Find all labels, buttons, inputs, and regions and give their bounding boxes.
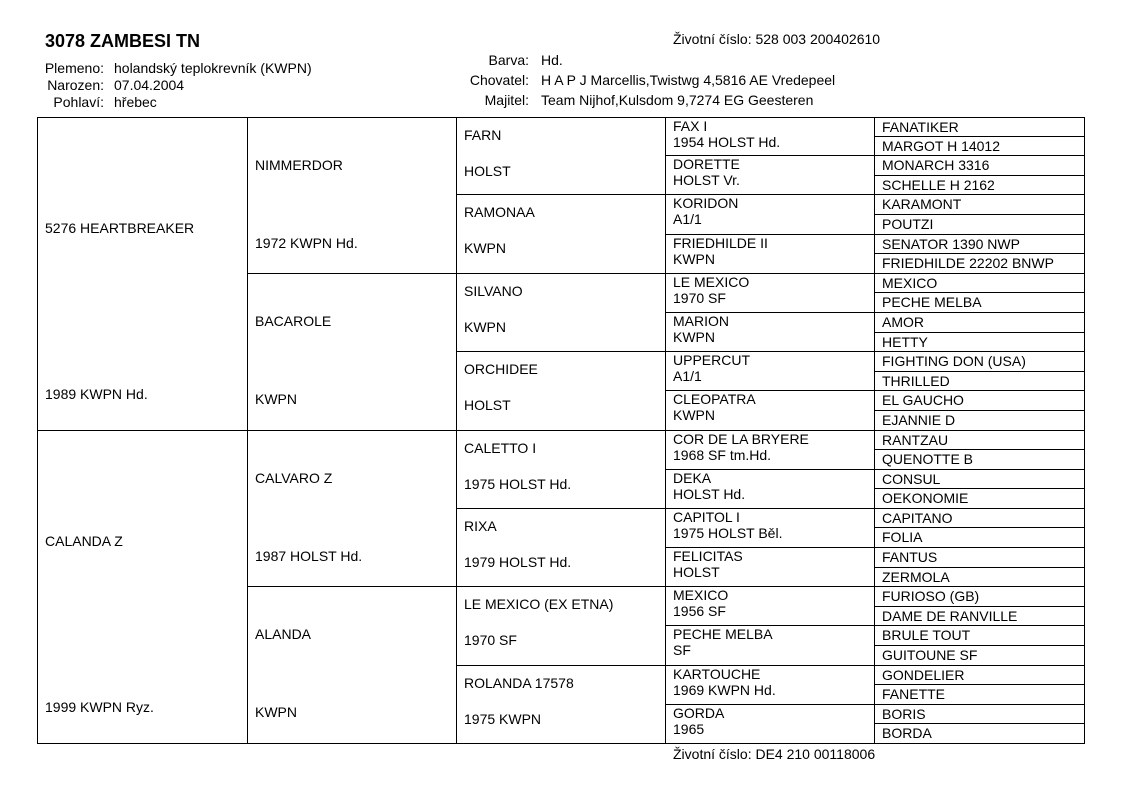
ancestor-detail: HOLST (464, 397, 511, 414)
ancestor-detail: HOLST (673, 564, 720, 581)
ancestor-name: UPPERCUT (673, 352, 751, 369)
ancestor-detail: 1975 HOLST Hd. (464, 475, 572, 492)
owner-label: Majitel: (484, 92, 529, 108)
ancestor-name: CONSUL (882, 470, 941, 487)
ancestor-detail: 1975 KWPN (464, 710, 542, 727)
ancestor-name: BRULE TOUT (882, 627, 971, 644)
ancestor-detail: HOLST (464, 163, 511, 179)
pedigree-cell-gen4 (665, 155, 875, 195)
ancestor-detail: 1972 KWPN Hd. (255, 235, 358, 251)
pedigree-cell-gen5 (874, 508, 1085, 529)
pedigree-cell-gen4 (665, 273, 875, 313)
pedigree-cell-gen5 (874, 175, 1085, 196)
pedigree-cell-gen5 (874, 704, 1085, 725)
ancestor-detail: KWPN (673, 328, 715, 345)
ancestor-detail: 1969 KWPN Hd. (673, 681, 776, 698)
ancestor-detail: 1987 HOLST Hd. (255, 547, 363, 564)
pedigree-cell-gen5 (874, 214, 1085, 235)
pedigree-table (37, 117, 1085, 744)
pedigree-cell-gen5 (874, 547, 1085, 568)
ancestor-name: DAME DE RANVILLE (882, 607, 1018, 624)
pedigree-cell-gen5 (874, 155, 1085, 176)
born-value: 07.04.2004 (114, 77, 185, 93)
ancestor-name: FRIEDHILDE II (673, 234, 768, 251)
pedigree-cell-gen3 (456, 508, 666, 587)
pedigree-cell-gen5 (874, 684, 1085, 705)
ancestor-name: ORCHIDEE (464, 361, 538, 378)
breed-label: Plemeno: (44, 60, 104, 76)
pedigree-cell-gen3 (456, 430, 666, 509)
ancestor-name: CAPITANO (882, 509, 953, 526)
ancestor-name: RAMONAA (464, 204, 535, 221)
pedigree-cell-gen4 (665, 665, 875, 705)
ancestor-name: KORIDON (673, 195, 739, 212)
ancestor-name: PECHE MELBA (673, 626, 773, 643)
ancestor-name: KARAMONT (882, 196, 962, 213)
ancestor-detail: 1999 KWPN Ryz. (45, 698, 154, 715)
breed-value: holandský teplokrevník (KWPN) (114, 60, 312, 76)
pedigree-cell-gen4 (665, 625, 875, 665)
ancestor-name: GUITOUNE SF (882, 647, 978, 664)
ancestor-name: RIXA (464, 517, 497, 534)
pedigree-cell-gen1 (37, 117, 248, 431)
ancestor-name: FANETTE (882, 686, 946, 703)
pedigree-cell-gen5 (874, 606, 1085, 627)
ancestor-name: EJANNIE D (882, 411, 956, 428)
ancestor-name: ROLANDA 17578 (464, 674, 574, 691)
pedigree-cell-gen4 (665, 704, 875, 744)
ancestor-name: SENATOR 1390 NWP (882, 235, 1020, 252)
pedigree-cell-gen4 (665, 586, 875, 626)
ancestor-name: SILVANO (464, 282, 523, 299)
ancestor-name: FIGHTING DON (USA) (882, 353, 1026, 370)
pedigree-cell-gen4 (665, 469, 875, 509)
ancestor-name: CAPITOL I (673, 508, 740, 525)
pedigree-cell-gen5 (874, 723, 1085, 744)
pedigree-cell-gen4 (665, 312, 875, 352)
ancestor-name: CALETTO I (464, 439, 537, 456)
pedigree-cell-gen4 (665, 508, 875, 548)
pedigree-cell-gen5 (874, 645, 1085, 666)
ancestor-name: BORDA (882, 725, 932, 742)
ancestor-name: ZERMOLA (882, 568, 950, 585)
ancestor-detail: 1954 HOLST Hd. (673, 134, 781, 150)
pedigree-cell-gen3 (456, 117, 666, 195)
ancestor-detail: KWPN (673, 407, 715, 424)
ancestor-detail: 1956 SF (673, 603, 726, 620)
ancestor-name: FANTUS (882, 549, 938, 566)
pedigree-cell-gen5 (874, 273, 1085, 294)
pedigree-cell-gen5 (874, 332, 1085, 353)
ancestor-name: FAX I (673, 118, 708, 134)
ancestor-name: DORETTE (673, 156, 740, 173)
ancestor-name: LE MEXICO (673, 273, 750, 290)
ancestor-name: GORDA (673, 704, 725, 721)
pedigree-cell-gen4 (665, 234, 875, 274)
ancestor-detail: A1/1 (673, 368, 702, 385)
ancestor-name: FELICITAS (673, 548, 743, 565)
pedigree-cell-gen5 (874, 488, 1085, 509)
pedigree-cell-gen2 (247, 117, 457, 274)
ancestor-name: BACAROLE (255, 312, 332, 329)
pedigree-cell-gen5 (874, 665, 1085, 686)
ancestor-detail: 1975 HOLST Běl. (673, 524, 783, 541)
pedigree-cell-gen5 (874, 194, 1085, 215)
pedigree-cell-gen5 (874, 136, 1085, 157)
ancestor-name: OEKONOMIE (882, 490, 969, 507)
ancestor-name: FOLIA (882, 529, 923, 546)
ancestor-name: CLEOPATRA (673, 391, 756, 408)
ancestor-name: MEXICO (882, 274, 938, 291)
pedigree-cell-gen1 (37, 430, 248, 745)
pedigree-cell-gen4 (665, 351, 875, 391)
owner-value: Team Nijhof,Kulsdom 9,7274 EG Geesteren (541, 92, 814, 108)
pedigree-cell-gen5 (874, 390, 1085, 411)
color-label: Barva: (488, 52, 529, 68)
horse-id (673, 31, 880, 48)
pedigree-cell-gen3 (456, 665, 666, 744)
ancestor-name: RANTZAU (882, 431, 949, 448)
pedigree-cell-gen5 (874, 292, 1085, 313)
pedigree-cell-gen5 (874, 234, 1085, 255)
ancestor-name: MONARCH 3316 (882, 157, 990, 174)
pedigree-cell-gen5 (874, 410, 1085, 431)
ancestor-name: CALANDA Z (45, 532, 123, 549)
pedigree-cell-gen3 (456, 194, 666, 273)
pedigree-cell-gen4 (665, 390, 875, 430)
pedigree-cell-gen4 (665, 547, 875, 587)
sex-label: Pohlaví: (53, 94, 104, 110)
pedigree-cell-gen5 (874, 449, 1085, 470)
pedigree-cell-gen4 (665, 117, 875, 156)
pedigree-cell-gen3 (456, 351, 666, 430)
pedigree-cell-gen5 (874, 625, 1085, 646)
dam-line-id (673, 746, 875, 763)
pedigree-cell-gen5 (874, 351, 1085, 372)
ancestor-detail: A1/1 (673, 211, 702, 228)
ancestor-name: QUENOTTE B (882, 451, 974, 468)
pedigree-cell-gen2 (247, 273, 457, 431)
ancestor-detail: 1989 KWPN Hd. (45, 386, 148, 402)
ancestor-name: KARTOUCHE (673, 665, 761, 682)
ancestor-detail: KWPN (255, 704, 297, 721)
born-label: Narozen: (47, 77, 104, 93)
ancestor-name: LE MEXICO (EX ETNA) (464, 596, 614, 613)
ancestor-name: MARION (673, 312, 729, 329)
pedigree-cell-gen5 (874, 586, 1085, 607)
pedigree-cell-gen3 (456, 586, 666, 665)
ancestor-detail: 1970 SF (464, 632, 517, 649)
ancestor-name: FANATIKER (882, 119, 959, 135)
ancestor-name: EL GAUCHO (882, 392, 964, 409)
pedigree-cell-gen3 (456, 273, 666, 352)
pedigree-cell-gen4 (665, 430, 875, 470)
color-value: Hd. (541, 52, 563, 68)
pedigree-cell-gen5 (874, 430, 1085, 451)
pedigree-cell-gen5 (874, 527, 1085, 548)
ancestor-name: THRILLED (882, 372, 950, 389)
ancestor-name: FRIEDHILDE 22202 BNWP (882, 255, 1054, 272)
ancestor-name: 5276 HEARTBREAKER (45, 220, 195, 236)
dam-line-id-value: DE4 210 00118006 (755, 746, 876, 762)
ancestor-name: SCHELLE H 2162 (882, 176, 995, 193)
breeder-label: Chovatel: (469, 72, 529, 88)
ancestor-detail: KWPN (255, 390, 297, 407)
horse-title: 3078 ZAMBESI TN (45, 31, 201, 51)
ancestor-name: BORIS (882, 705, 926, 722)
pedigree-cell-gen5 (874, 312, 1085, 333)
ancestor-detail: KWPN (464, 240, 506, 257)
ancestor-detail: HOLST Vr. (673, 172, 740, 189)
ancestor-name: NIMMERDOR (255, 157, 343, 173)
ancestor-name: AMOR (882, 313, 924, 330)
horse-id-value: 528 003 200402610 (755, 31, 881, 47)
ancestor-detail: HOLST Hd. (673, 485, 746, 502)
pedigree-cell-gen5 (874, 253, 1085, 274)
ancestor-detail: 1968 SF tm.Hd. (673, 446, 772, 463)
ancestor-name: MARGOT H 14012 (882, 137, 1001, 154)
ancestor-detail: 1965 (673, 720, 705, 737)
dam-line-id-label: Životní číslo: (673, 746, 752, 762)
ancestor-detail: KWPN (464, 318, 506, 335)
ancestor-name: CALVARO Z (255, 469, 333, 486)
ancestor-detail: 1979 HOLST Hd. (464, 553, 572, 570)
ancestor-name: MEXICO (673, 587, 729, 604)
ancestor-name: COR DE LA BRYERE (673, 430, 809, 447)
ancestor-detail: 1970 SF (673, 289, 726, 306)
pedigree-cell-gen5 (874, 469, 1085, 490)
horse-id-label: Životní číslo: (673, 31, 752, 47)
ancestor-name: PECHE MELBA (882, 294, 982, 311)
pedigree-cell-gen2 (247, 430, 457, 588)
ancestor-name: ALANDA (255, 626, 312, 643)
breeder-value: H A P J Marcellis,Twistwg 4,5816 AE Vredepeel (541, 72, 836, 88)
ancestor-detail: SF (673, 642, 691, 659)
ancestor-name: DEKA (673, 469, 712, 486)
pedigree-cell-gen4 (665, 194, 875, 234)
pedigree-cell-gen5 (874, 567, 1085, 588)
ancestor-name: GONDELIER (882, 666, 965, 683)
pedigree-cell-gen5 (874, 117, 1085, 137)
ancestor-name: FARN (464, 127, 502, 143)
pedigree-cell-gen5 (874, 371, 1085, 392)
ancestor-name: POUTZI (882, 215, 934, 232)
ancestor-name: FURIOSO (GB) (882, 588, 980, 605)
ancestor-name: HETTY (882, 333, 928, 350)
pedigree-cell-gen2 (247, 586, 457, 744)
ancestor-detail: KWPN (673, 250, 715, 267)
sex-value: hřebec (114, 94, 157, 110)
